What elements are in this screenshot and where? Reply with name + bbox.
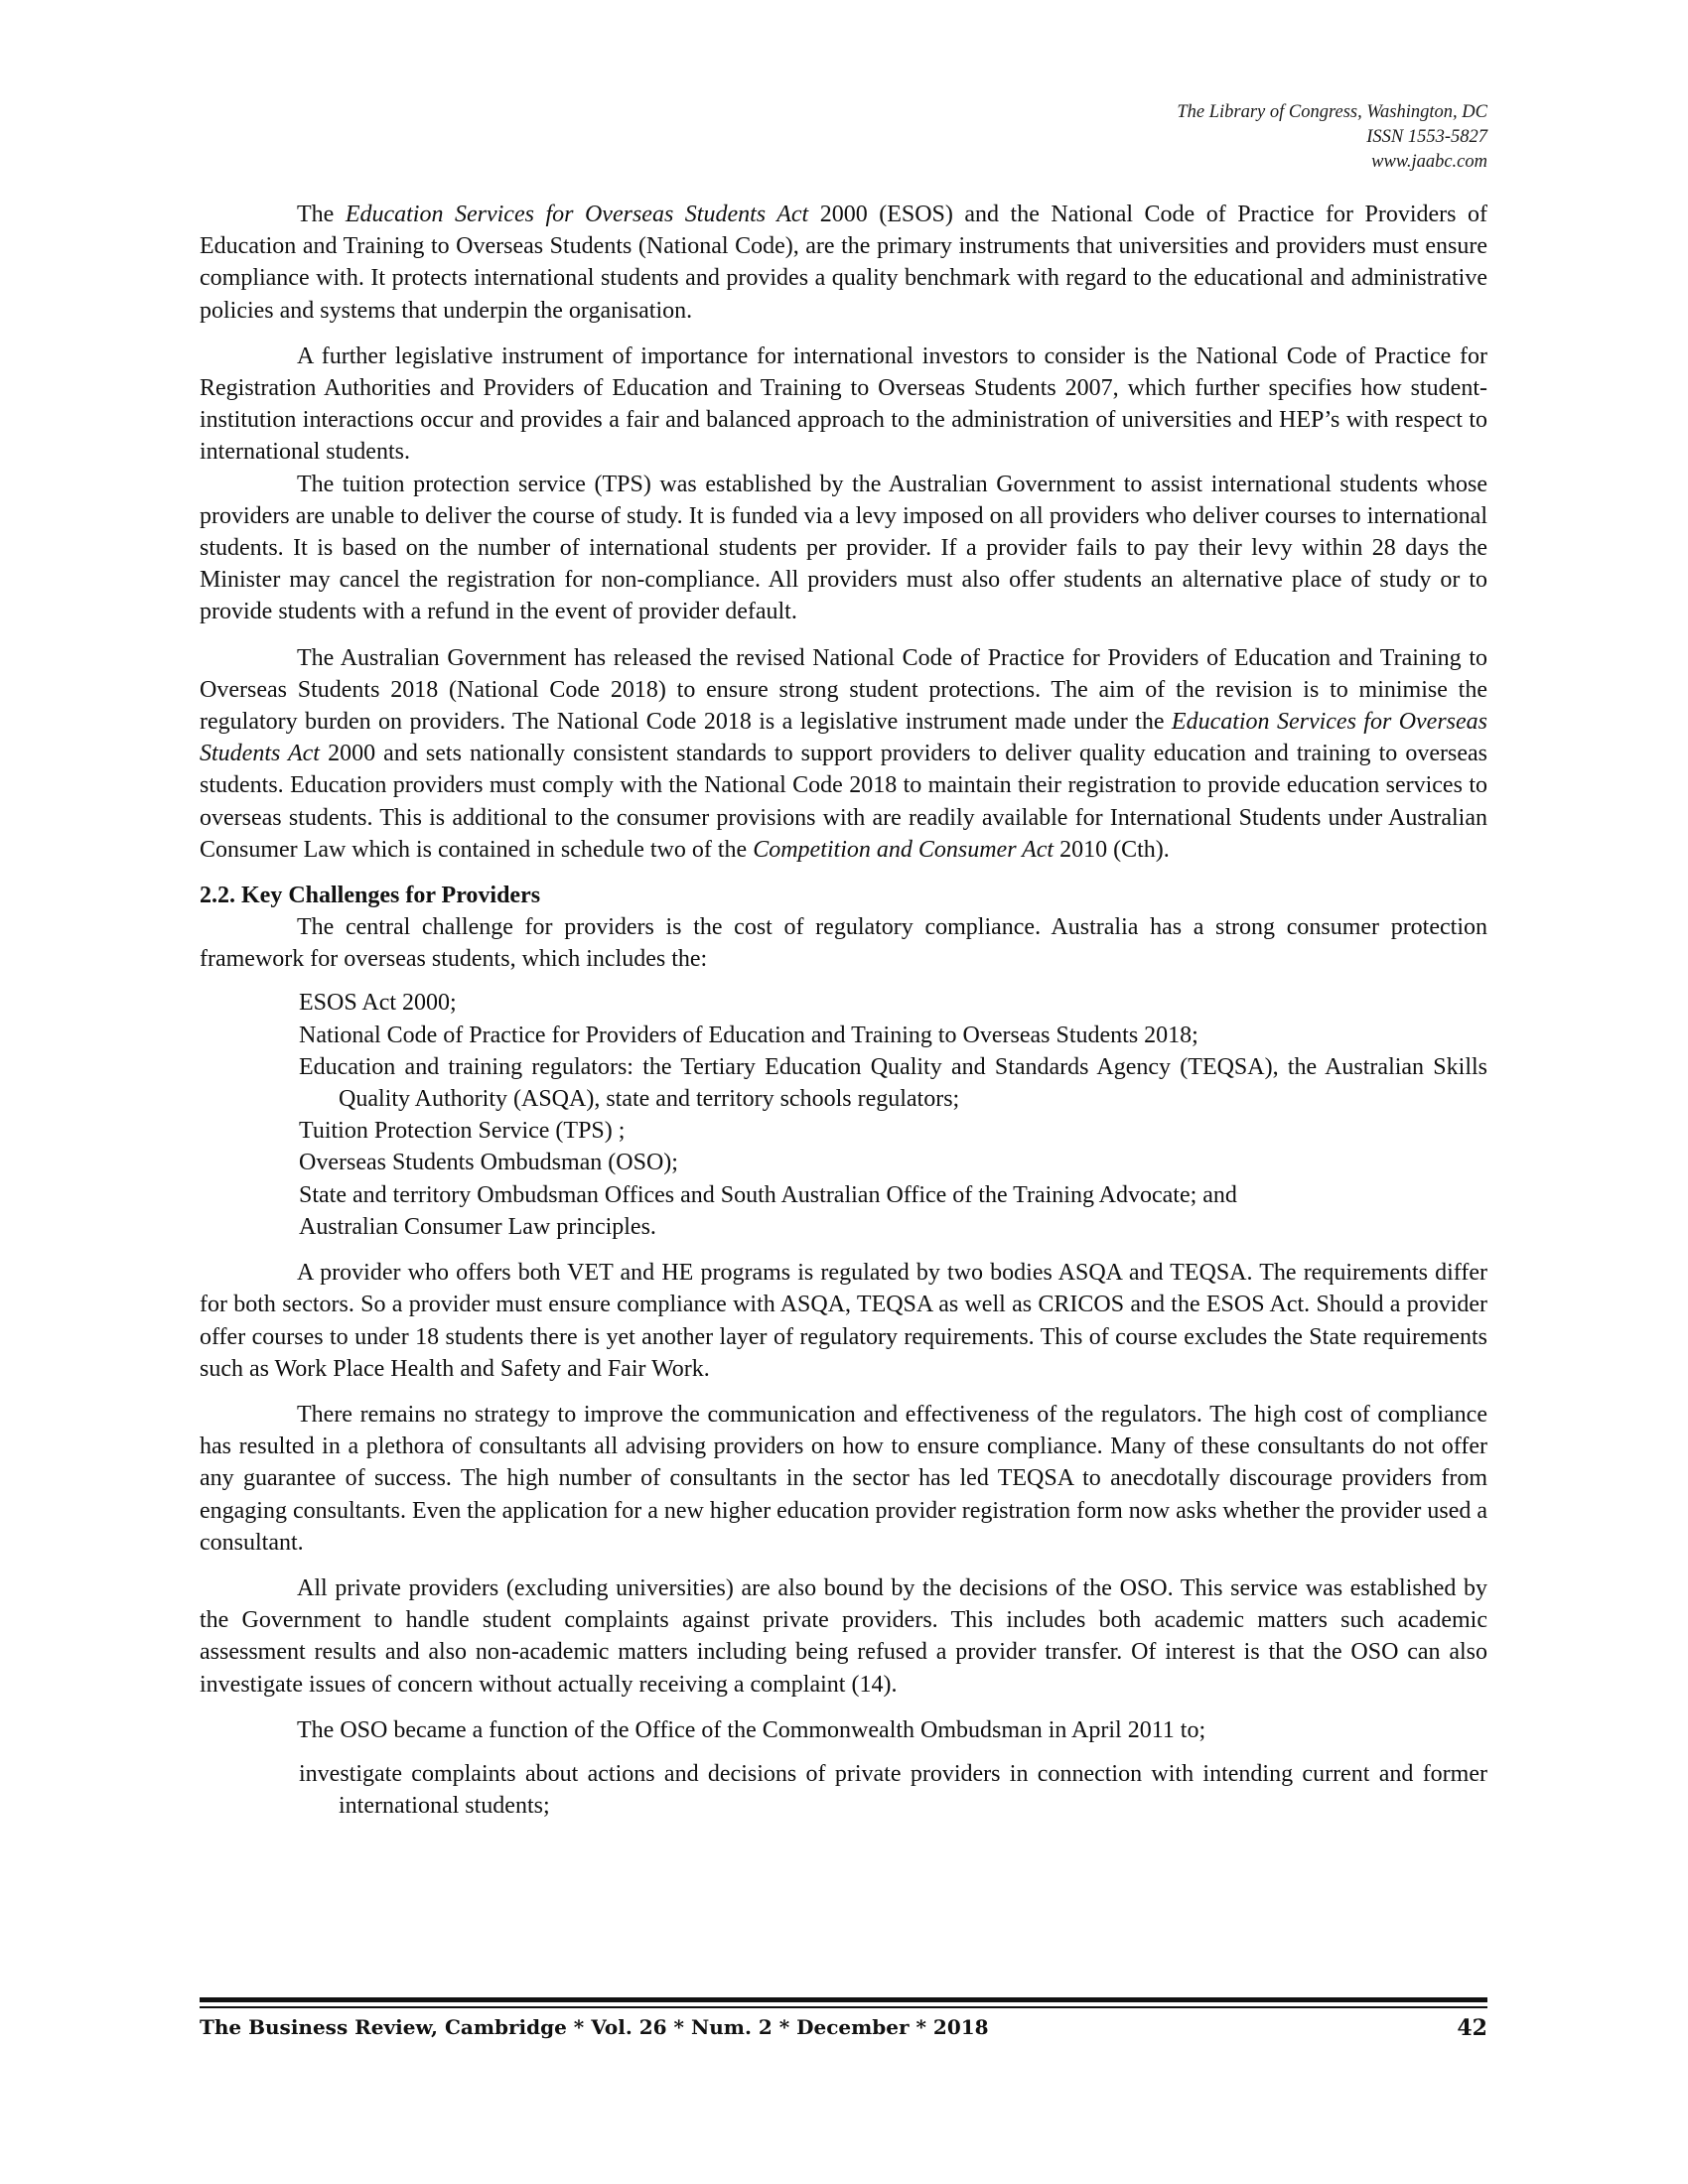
header-issn: ISSN 1553-5827 <box>1366 127 1487 147</box>
header-website: www.jaabc.com <box>1371 152 1487 172</box>
paragraph-oso: All private providers (excluding universities) are also bound by the decisions of the OSO. This service was established by the Government to handle student complaints against private providers. This includes both academic matters such academic assessment results and also non-academic matters including being refused a provider transfer. Of interest is that the OSO can also investigate issues of concern without actually receiving a complaint (14). <box>200 1574 1487 1698</box>
paragraph-oso-function: The OSO became a function of the Office of the Commonwealth Ombudsman in April 2011 to; <box>297 1716 1206 1743</box>
act-title: Education Services for Overseas Students Act <box>200 709 1488 767</box>
header-publisher: The Library of Congress, Washington, DC <box>1177 102 1487 122</box>
act-title: Competition and Consumer Act <box>753 836 1055 863</box>
paragraph-national-code-2007: A further legislative instrument of importance for international investors to consider is the National Code of Practice for Registration Authorities and Providers of Education and Training to Overseas Students 2007, which further specifies how student-institution interactions occur and provides a fair and balanced approach to the administration of universities and HEP’s with respect to international students. <box>200 342 1487 466</box>
list-item: Education and training regulators: the Tertiary Education Quality and Standards Agency (TEQSA), the Australian Skills Quality Authority (ASQA), state and territory schools regulators; <box>299 1053 1487 1113</box>
consumer-protection-list <box>200 987 1487 1243</box>
footer-rule-thin <box>200 2006 1487 2008</box>
list-item: State and territory Ombudsman Offices and South Australian Office of the Training Advocate; and <box>299 1181 1237 1208</box>
paragraph-esos: The Education Services for Overseas Students Act 2000 (ESOS) and the National Code of Practice for Providers of Education and Training to Overseas Students (National Code), are the primary instruments that universities and providers must ensure compliance with. It protects international students and provides a quality benchmark with regard to the educational and administrative policies and systems that underpin the organisation. <box>200 202 1488 324</box>
article-body <box>200 199 1487 1822</box>
running-header <box>1177 100 1487 175</box>
section-heading: 2.2. Key Challenges for Providers <box>200 883 541 909</box>
page-footer <box>200 2015 1487 2041</box>
page-number: 42 <box>1457 2015 1487 2041</box>
list-item: National Code of Practice for Providers of Education and Training to Overseas Students 2018; <box>299 1022 1198 1048</box>
list-item: Tuition Protection Service (TPS) ; <box>299 1118 626 1145</box>
oso-functions-list <box>200 1758 1487 1822</box>
paragraph-challenges-intro: The central challenge for providers is the cost of regulatory compliance. Australia has a strong consumer protection framework for overseas students, which includes the: <box>200 914 1487 973</box>
act-title: Education Services for Overseas Students Act <box>345 202 809 227</box>
paragraph-vet-he: A provider who offers both VET and HE programs is regulated by two bodies ASQA and TEQSA. The requirements differ for both sectors. So a provider must ensure compliance with ASQA, TEQSA as well as CRICOS and the ESOS Act. Should a provider offer courses to under 18 students there is yet another layer of regulatory requirements. This of course excludes the State requirements such as Work Place Health and Safety and Fair Work. <box>200 1260 1487 1382</box>
list-item: investigate complaints about actions and decisions of private providers in connection with intending current and former international students; <box>299 1760 1487 1820</box>
list-item: Australian Consumer Law principles. <box>299 1213 656 1240</box>
paragraph-tps: The tuition protection service (TPS) was established by the Australian Government to assist international students whose providers are unable to deliver the course of study. It is funded via a levy imposed on all providers who deliver courses to international students. It is based on the number of international students per provider. If a provider fails to pay their levy within 28 days the Minister may cancel the registration for non-compliance. All providers must also offer students an alternative place of study or to provide students with a refund in the event of provider default. <box>200 471 1487 625</box>
paragraph-national-code-2018: The Australian Government has released the revised National Code of Practice for Providers of Education and Training to Overseas Students 2018 (National Code 2018) to ensure strong student protections. The aim of the revision is to minimise the regulatory burden on providers. The National Code 2018 is a legislative instrument made under the Education Services for Overseas Students Act 2000 and sets nationally consistent standards to support providers to deliver quality education and training to overseas students. Education providers must comply with the National Code 2018 to maintain their registration to provide education services to overseas students. This is additional to the consumer provisions with are readily available for International Students under Australian Consumer Law which is contained in schedule two of the Competition and Consumer Act 2010 (Cth). <box>200 644 1488 863</box>
list-item: ESOS Act 2000; <box>299 990 457 1017</box>
paragraph-consultants: There remains no strategy to improve the communication and effectiveness of the regulators. The high cost of compliance has resulted in a plethora of consultants all advising providers on how to ensure compliance. Many of these consultants do not offer any guarantee of success. The high number of consultants in the sector has led TEQSA to anecdotally discourage providers from engaging consultants. Even the application for a new higher education provider registration form now asks whether the provider used a consultant. <box>200 1401 1487 1556</box>
footer-journal: The Business Review, Cambridge * Vol. 26 * Num. 2 * December * 2018 <box>200 2015 989 2039</box>
list-item: Overseas Students Ombudsman (OSO); <box>299 1150 678 1176</box>
footer-rule-thick <box>200 1997 1487 2002</box>
